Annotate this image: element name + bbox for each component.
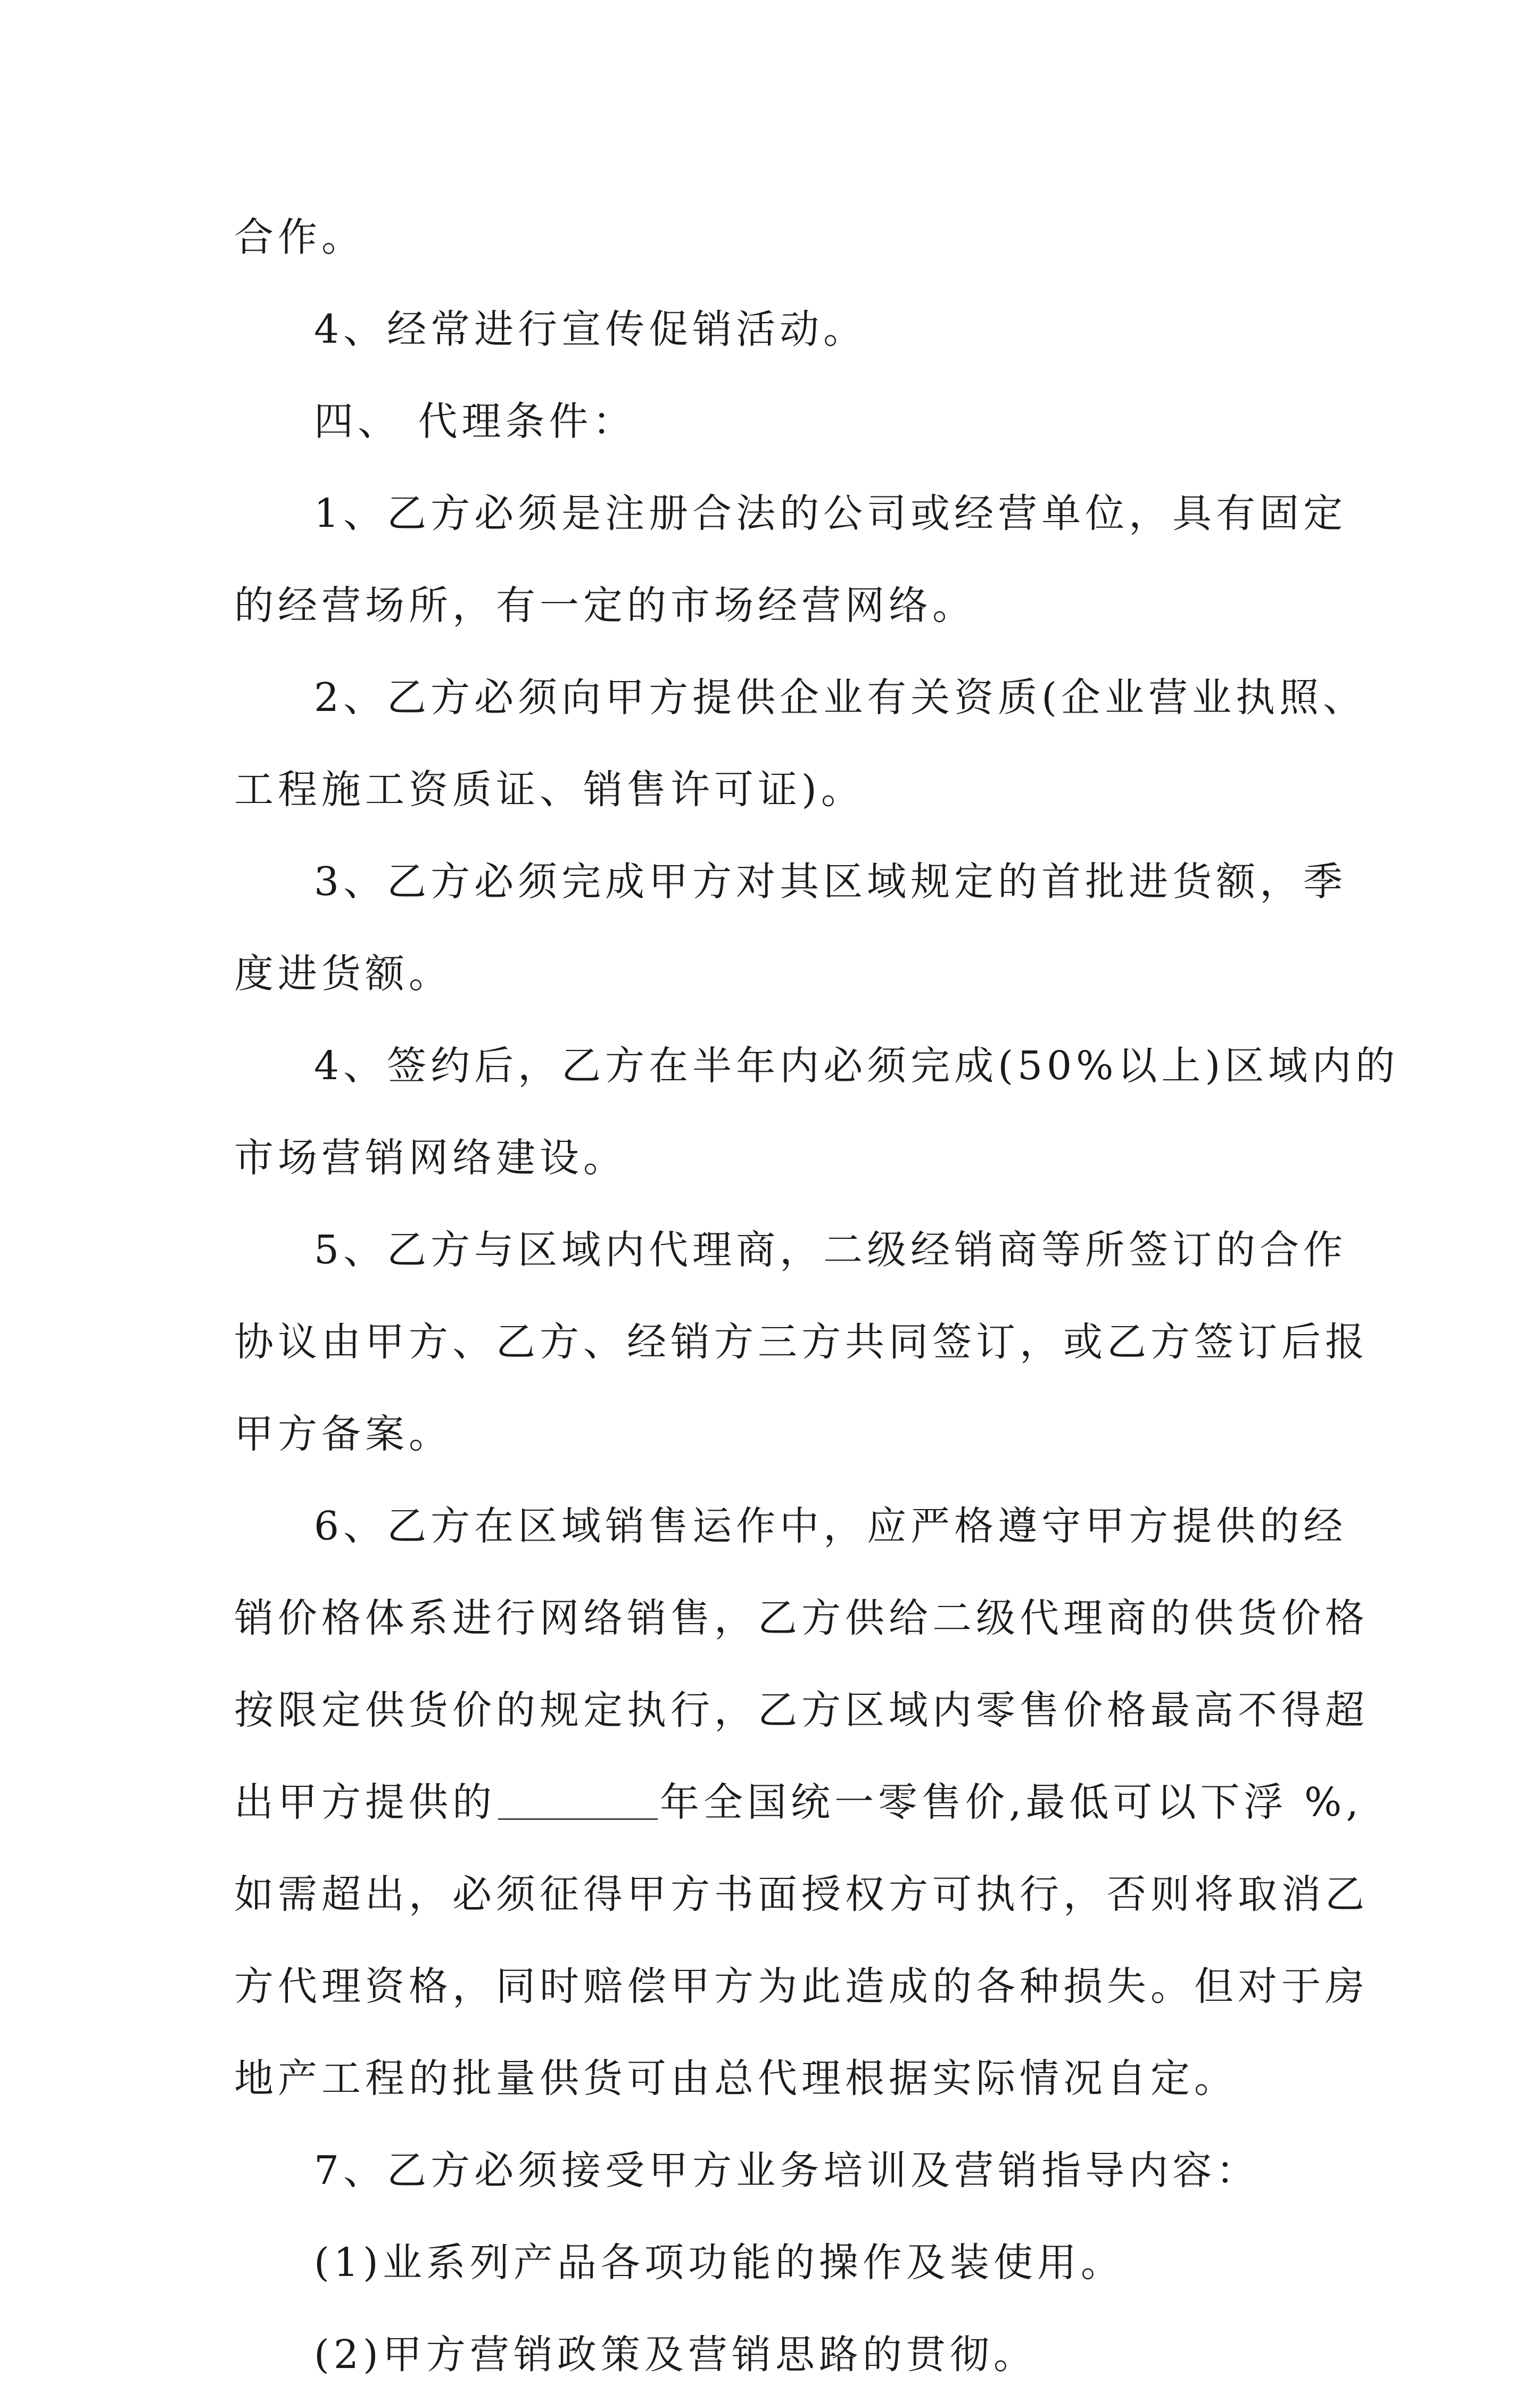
text-line: 工程施工资质证、销售许可证)。 bbox=[234, 767, 865, 813]
text-line: 如需超出，必须征得甲方书面授权方可执行，否则将取消乙 bbox=[234, 1872, 1369, 1917]
paragraph-condition-4 bbox=[234, 1020, 1400, 1204]
text-line: 2、乙方必须向甲方提供企业有关资质(企业营业执照、 bbox=[314, 675, 1367, 721]
text-line: 按限定供货价的规定执行，乙方区域内零售价格最高不得超 bbox=[234, 1687, 1369, 1733]
paragraph-condition-7 bbox=[234, 2125, 1341, 2217]
text-line: 市场营销网络建设。 bbox=[234, 1135, 627, 1181]
text-line: (2)甲方营销政策及营销思路的贯彻。 bbox=[314, 2332, 1037, 2378]
text-line: 协议由甲方、乙方、经销方三方共同签订，或乙方签订后报 bbox=[234, 1319, 1369, 1365]
text-fragment: 年全国统一零售价,最低可以下浮 %, bbox=[660, 1779, 1363, 1825]
text-line: 地产工程的批量供货可由总代理根据实际情况自定。 bbox=[234, 2056, 1238, 2101]
text-line: 5、乙方与区域内代理商，二级经销商等所签订的合作 bbox=[314, 1227, 1347, 1273]
text-line: 1、乙方必须是注册合法的公司或经营单位，具有固定 bbox=[314, 491, 1347, 536]
paragraph-subitem-2 bbox=[234, 2309, 1341, 2401]
paragraph-subitem-1 bbox=[234, 2217, 1341, 2309]
fill-in-blank bbox=[498, 1786, 658, 1820]
document-body bbox=[234, 192, 1400, 2401]
section-heading: 四、 代理条件： bbox=[314, 399, 636, 444]
text-line: 合作。 bbox=[234, 214, 365, 260]
text-line: 的经营场所，有一定的市场经营网络。 bbox=[234, 583, 976, 628]
text-line: (1)业系列产品各项功能的操作及装使用。 bbox=[314, 2240, 1124, 2286]
text-line: 7、乙方必须接受甲方业务培训及营销指导内容： bbox=[314, 2148, 1260, 2193]
text-line: 甲方备案。 bbox=[234, 1411, 452, 1457]
text-line-with-blank bbox=[234, 1757, 1363, 1849]
text-line: 销价格体系进行网络销售，乙方供给二级代理商的供货价格 bbox=[234, 1595, 1369, 1641]
text-line: 度进货额。 bbox=[234, 951, 452, 997]
section-heading-agency-conditions bbox=[234, 376, 1341, 468]
text-line: 3、乙方必须完成甲方对其区域规定的首批进货额，季 bbox=[314, 859, 1347, 905]
text-line: 6、乙方在区域销售运作中，应严格遵守甲方提供的经 bbox=[314, 1503, 1347, 1549]
text-line: 方代理资格，同时赔偿甲方为此造成的各种损失。但对于房 bbox=[234, 1964, 1369, 2009]
text-fragment: 出甲方提供的 bbox=[234, 1779, 496, 1825]
paragraph-condition-5 bbox=[234, 1204, 1369, 1480]
paragraph-condition-6 bbox=[234, 1480, 1369, 2125]
paragraph-continuation bbox=[234, 192, 1341, 284]
paragraph-condition-1 bbox=[234, 468, 1347, 652]
paragraph-item-4-promotion bbox=[234, 284, 1341, 376]
text-line: 4、经常进行宣传促销活动。 bbox=[314, 307, 867, 352]
paragraph-condition-3 bbox=[234, 836, 1347, 1020]
text-line: 4、签约后，乙方在半年内必须完成(50%以上)区域内的 bbox=[314, 1043, 1400, 1089]
paragraph-condition-2 bbox=[234, 652, 1367, 836]
